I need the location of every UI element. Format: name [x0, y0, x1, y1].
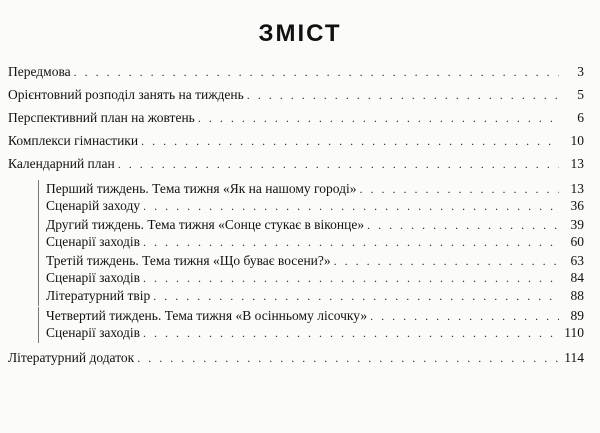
- dot-leader: [359, 181, 559, 197]
- toc-entry-title: Орієнтовний розподіл занять на тиждень: [8, 87, 244, 102]
- toc-entry-title: Передмова: [8, 64, 71, 79]
- dot-leader: [143, 198, 559, 214]
- toc-entry[interactable]: [46, 217, 584, 233]
- dot-leader: [137, 350, 559, 366]
- toc-entry-page: 3: [577, 64, 584, 79]
- toc-entry-page: 89: [570, 308, 584, 323]
- dot-leader: [247, 87, 559, 103]
- toc-entry[interactable]: [8, 133, 584, 149]
- dot-leader: [118, 156, 559, 172]
- toc-entry-title: Четвертий тиждень. Тема тижня «В осінньому лісочку»: [46, 308, 368, 323]
- dot-leader: [143, 325, 559, 341]
- toc-entry-title: Літературний твір: [46, 288, 151, 303]
- toc-entry[interactable]: [46, 308, 584, 324]
- toc-entry[interactable]: [46, 181, 584, 197]
- toc-entry[interactable]: [8, 350, 584, 366]
- dot-leader: [74, 64, 559, 80]
- dot-leader: [334, 253, 559, 269]
- dot-leader: [367, 217, 559, 233]
- toc-entry[interactable]: [8, 87, 584, 103]
- toc-entry-title: Сценарій заходу: [46, 198, 141, 213]
- toc-entry-page: 6: [577, 110, 584, 125]
- toc-entry-title: Літературний додаток: [8, 350, 135, 365]
- toc-entry-title: Сценарії заходів: [46, 234, 140, 249]
- toc-entry-title: Перспективний план на жовтень: [8, 110, 195, 125]
- toc-entry[interactable]: [8, 110, 584, 126]
- week-group-divider: [38, 307, 39, 343]
- dot-leader: [143, 270, 559, 286]
- toc-entry-page: 60: [570, 234, 584, 249]
- toc-entry[interactable]: [8, 156, 584, 172]
- toc-entry-page: 88: [570, 288, 584, 303]
- week-group-divider: [38, 252, 39, 306]
- toc-entry-title: Третій тиждень. Тема тижня «Що буває восени?»: [46, 253, 331, 268]
- toc-entry-page: 13: [570, 181, 584, 196]
- toc-entry-page: 10: [570, 133, 584, 148]
- toc-entry-title: Сценарії заходів: [46, 270, 140, 285]
- toc-entry-title: Календарний план: [8, 156, 115, 171]
- toc-entry-page: 5: [577, 87, 584, 102]
- page-title: ЗМІСТ: [258, 20, 342, 47]
- toc-entry[interactable]: [46, 234, 584, 250]
- toc-entry-title: Комплекси гімнастики: [8, 133, 139, 148]
- toc-entry-page: 39: [570, 217, 584, 232]
- dot-leader: [141, 133, 559, 149]
- toc-entry-page: 36: [570, 198, 584, 213]
- toc-entry[interactable]: [46, 325, 584, 341]
- dot-leader: [198, 110, 559, 126]
- toc-entry[interactable]: [46, 198, 584, 214]
- toc-entry-title: Другий тиждень. Тема тижня «Сонце стукає в віконце»: [46, 217, 365, 232]
- dot-leader: [143, 234, 559, 250]
- toc-entry-title: Перший тиждень. Тема тижня «Як на нашому городі»: [46, 181, 357, 196]
- toc-entry[interactable]: [8, 64, 584, 80]
- toc-entry-page: 63: [570, 253, 584, 268]
- toc-entry-page: 110: [564, 325, 584, 340]
- toc-entry[interactable]: [46, 270, 584, 286]
- toc-entry-page: 84: [570, 270, 584, 285]
- toc-entry[interactable]: [46, 253, 584, 269]
- toc-entry[interactable]: [46, 288, 584, 304]
- dot-leader: [370, 308, 559, 324]
- toc-entry-title: Сценарії заходів: [46, 325, 140, 340]
- dot-leader: [153, 288, 559, 304]
- toc-entry-page: 13: [570, 156, 584, 171]
- week-group-divider: [38, 180, 39, 216]
- week-group-divider: [38, 216, 39, 252]
- toc-entry-page: 114: [564, 350, 584, 365]
